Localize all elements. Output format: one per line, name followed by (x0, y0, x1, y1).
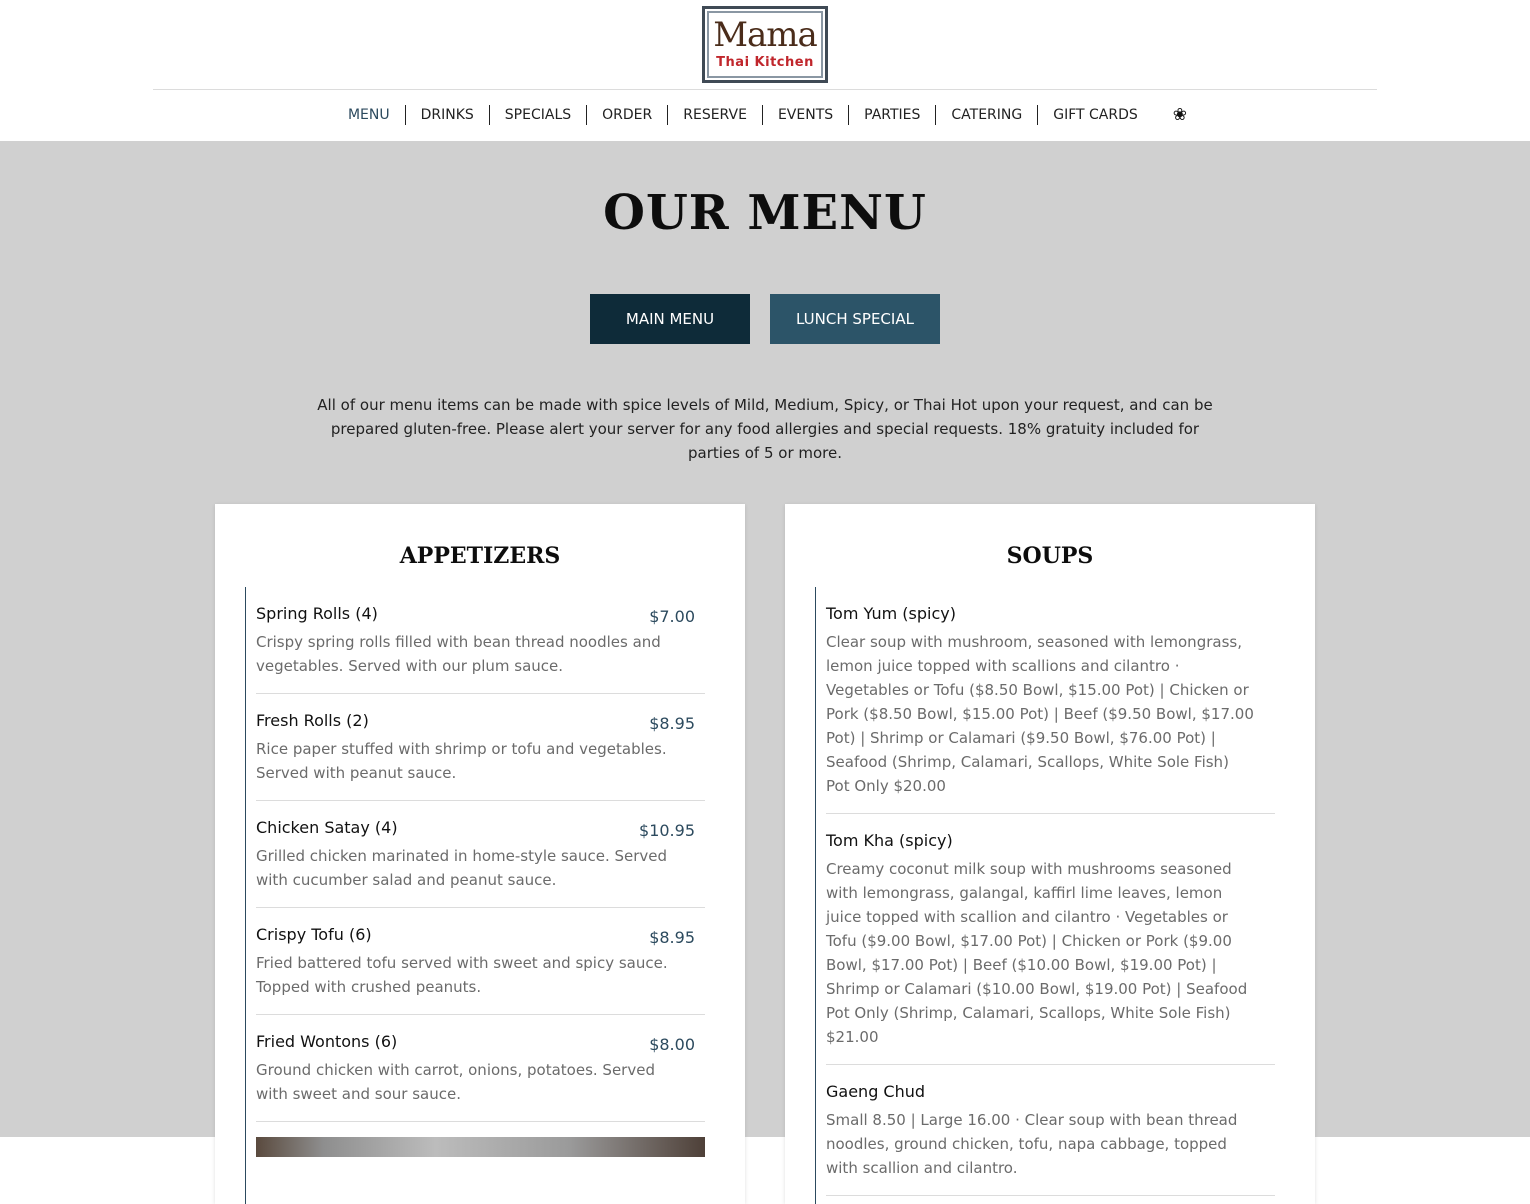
appetizers-title: APPETIZERS (399, 543, 561, 569)
item-description: Clear soup with mushroom, seasoned with lemongrass, lemon juice topped with scallions and cilantro · Vegetables or Tofu ($8.50 Bowl, $15.00 Pot) | Chicken or Pork ($8.50 Bowl, $15.00 Pot) | Beef ($9.50 Bowl, $17.00 Pot) | Shrimp or Calamari ($9.50 Bowl, $76.00 Pot) | Seafood (Shrimp, Calamari, Scallops, White Sole Fish) Pot Only $20.00 (826, 633, 1254, 795)
nav-item-catering[interactable]: CATERING (936, 105, 1038, 125)
item-price: $8.95 (649, 928, 695, 947)
logo-frame (707, 11, 823, 78)
list-item (256, 694, 705, 801)
nav-item-reserve[interactable]: RESERVE (668, 105, 763, 125)
item-price: $8.00 (649, 1035, 695, 1054)
list-item (256, 1015, 705, 1122)
soups-card (785, 504, 1315, 1204)
item-name: Chicken Satay (4) (256, 818, 398, 837)
logo-main-text: Mama (713, 15, 817, 55)
tab-lunch-special[interactable]: LUNCH SPECIAL (770, 294, 940, 344)
list-item (256, 801, 705, 908)
page-title: OUR MENU (603, 185, 927, 241)
item-price: $8.95 (649, 714, 695, 733)
item-name: Tom Kha (spicy) (826, 831, 953, 850)
item-name: Crispy Tofu (6) (256, 925, 372, 944)
nav-item-menu[interactable]: MENU (333, 105, 406, 125)
list-item (826, 1065, 1275, 1196)
site-header (0, 0, 1530, 141)
tab-main-menu[interactable]: MAIN MENU (590, 294, 750, 344)
item-price: $7.00 (649, 607, 695, 626)
item-name: Spring Rolls (4) (256, 604, 378, 623)
nav-item-gift-cards[interactable]: GIFT CARDS (1053, 107, 1138, 123)
logo-sub-text: Thai Kitchen (716, 55, 814, 70)
nav-item-events[interactable]: EVENTS (763, 105, 849, 125)
header-divider (153, 89, 1377, 90)
menu-section (0, 141, 1530, 1177)
item-name: Fresh Rolls (2) (256, 711, 369, 730)
item-description: Grilled chicken marinated in home-style sauce. Served with cucumber salad and peanut sauce. (256, 847, 668, 889)
item-description: Crispy spring rolls filled with bean thread noodles and vegetables. Served with our plum sauce. (256, 633, 661, 675)
item-price: $10.95 (639, 821, 695, 840)
item-description: Small 8.50 | Large 16.00 · Clear soup with bean thread noodles, ground chicken, tofu, napa cabbage, topped with scallion and cilantro. (826, 1111, 1238, 1177)
nav-item-parties[interactable]: PARTIES (849, 105, 936, 125)
food-photo (256, 1137, 705, 1157)
list-item (826, 814, 1275, 1065)
item-name: Tom Yum (spicy) (826, 604, 956, 623)
item-description: Fried battered tofu served with sweet and spicy sauce. Topped with crushed peanuts. (256, 954, 668, 996)
logo[interactable] (702, 6, 828, 83)
main-nav (0, 104, 1530, 126)
menu-intro-text: All of our menu items can be made with spice levels of Mild, Medium, Spicy, or Thai Hot upon your request, and can be prepared gluten-free. Please alert your server for any food allergies and special requests. 18% gratuity included for parties of 5 or more. (317, 396, 1213, 462)
nav-item-drinks[interactable]: DRINKS (406, 105, 490, 125)
item-name: Fried Wontons (6) (256, 1032, 398, 1051)
item-description: Rice paper stuffed with shrimp or tofu and vegetables. Served with peanut sauce. (256, 740, 667, 782)
appetizers-card (215, 504, 745, 1204)
item-name: Gaeng Chud (826, 1082, 926, 1101)
list-item (256, 908, 705, 1015)
nav-item-specials[interactable]: SPECIALS (490, 105, 587, 125)
appetizers-list (245, 587, 705, 1204)
yelp-icon[interactable]: ❀ (1172, 105, 1188, 125)
item-description: Creamy coconut milk soup with mushrooms seasoned with lemongrass, galangal, kaffirl lime leaves, lemon juice topped with scallion and cilantro · Vegetables or Tofu ($9.00 Bowl, $17.00 Pot) | Chicken or Pork ($9.00 Bowl, $17.00 Pot) | Beef ($10.00 Bowl, $19.00 Pot) | Shrimp or Calamari ($10.00 Bowl, $19.00 Pot) | Seafood Pot Only (Shrimp, Calamari, Scallops, White Sole Fish) $21.00 (826, 860, 1248, 1046)
nav-item-order[interactable]: ORDER (587, 105, 668, 125)
list-item (256, 587, 705, 694)
list-item (826, 587, 1275, 814)
soups-list (815, 587, 1275, 1204)
item-description: Ground chicken with carrot, onions, potatoes. Served with sweet and sour sauce. (256, 1061, 655, 1103)
soups-title: SOUPS (1006, 543, 1094, 569)
